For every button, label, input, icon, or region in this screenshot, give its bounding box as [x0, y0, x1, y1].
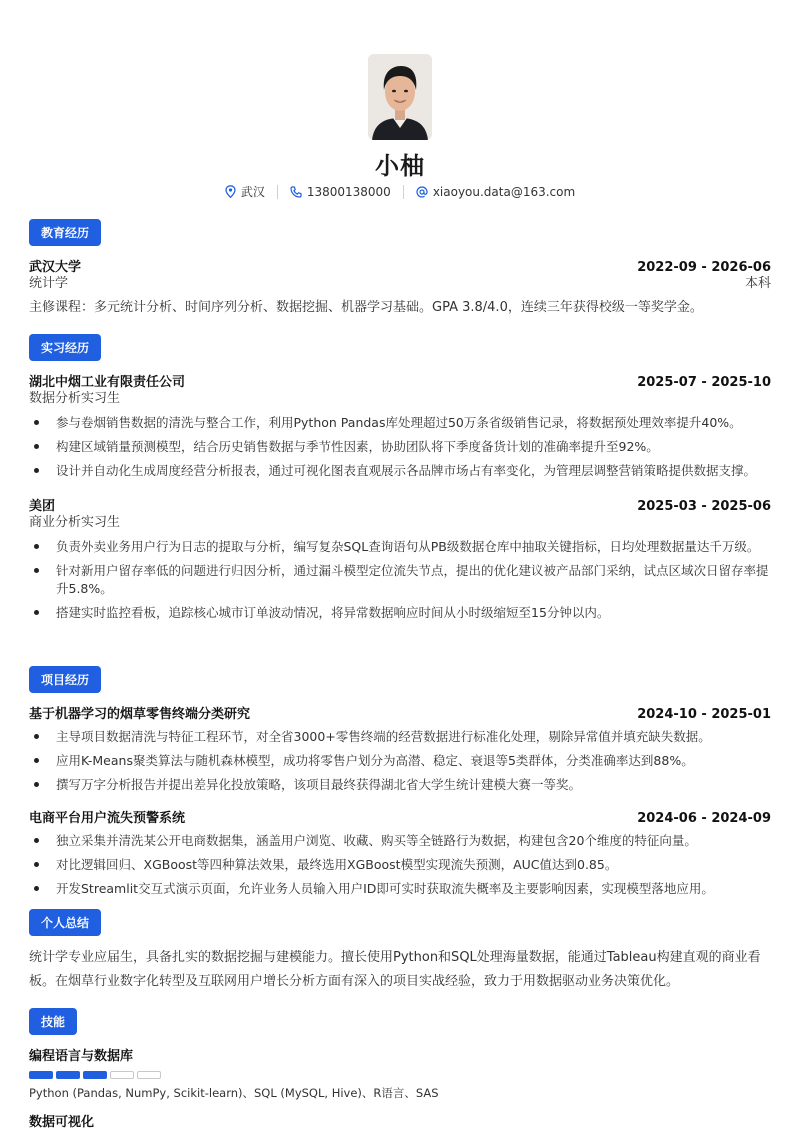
contact-divider — [403, 185, 404, 199]
project-entry — [29, 703, 771, 794]
bullet-list — [29, 538, 771, 622]
internship-entry — [29, 495, 771, 622]
bullet-list — [29, 414, 771, 480]
location-pin-icon — [225, 185, 236, 198]
education-row — [29, 256, 771, 275]
project-section — [29, 666, 771, 898]
bullet-item: 搭建实时监控看板，追踪核心城市订单波动情况，将异常数据响应时间从小时级缩短至15分钟以内。 — [29, 604, 771, 622]
bullet-item: 参与卷烟销售数据的清洗与整合工作，利用Python Pandas库处理超过50万条省级销售记录，将数据预处理效率提升40%。 — [29, 414, 771, 432]
skill-level-bars — [29, 1071, 771, 1079]
entry-date: 2024-06 - 2024-09 — [637, 811, 771, 826]
entry-date: 2025-07 - 2025-10 — [637, 375, 771, 390]
contact-divider — [277, 185, 278, 199]
skill-entry — [29, 1111, 771, 1130]
contact-email — [416, 185, 575, 199]
project-name: 电商平台用户流失预警系统 — [29, 811, 186, 826]
internship-section — [29, 334, 771, 622]
section-heading-education: 教育经历 — [29, 219, 101, 246]
bullet-item: 撰写万字分析报告并提出差异化投放策略，该项目最终获得湖北省大学生统计建模大赛一等奖。 — [29, 776, 771, 794]
phone-text[interactable]: 13800138000 — [306, 184, 391, 199]
summary-section — [29, 909, 771, 994]
skill-name: 数据可视化 — [29, 1115, 95, 1130]
internship-entry — [29, 371, 771, 480]
company-name: 湖北中烟工业有限责任公司 — [29, 375, 186, 390]
contact-location — [225, 183, 265, 200]
job-role: 数据分析实习生 — [29, 391, 121, 406]
email-text[interactable]: xiaoyou.data@163.com — [432, 184, 576, 199]
project-name: 基于机器学习的烟草零售终端分类研究 — [29, 707, 251, 722]
skills-section — [29, 1008, 771, 1130]
email-at-icon — [416, 186, 428, 198]
entry-header — [29, 807, 771, 826]
bullet-item: 独立采集并清洗某公开电商数据集，涵盖用户浏览、收藏、购买等全链路行为数据，构建包含20个维度的特征向量。 — [29, 832, 771, 850]
section-heading-summary: 个人总结 — [29, 909, 101, 936]
bullet-item: 针对新用户留存率低的问题进行归因分析，通过漏斗模型定位流失节点，提出的优化建议被产品部门采纳，试点区域次日留存率提升5.8%。 — [29, 562, 771, 598]
degree: 本科 — [744, 276, 771, 291]
contact-bar — [0, 183, 800, 200]
education-subrow — [29, 275, 771, 293]
section-heading-skills: 技能 — [29, 1008, 77, 1035]
candidate-name: 小柚 — [375, 152, 425, 180]
skill-bar-empty — [110, 1071, 134, 1079]
project-entry — [29, 807, 771, 898]
entry-header — [29, 495, 771, 514]
contact-phone — [290, 185, 391, 199]
summary-text: 统计学专业应届生，具备扎实的数据挖掘与建模能力。擅长使用Python和SQL处理海量数据，能通过Tableau构建直观的商业看板。在烟草行业数字化转型及互联网用户增长分析方面有深入的项目实战经验，致力于用数据驱动业务决策优化。 — [29, 950, 761, 989]
entry-date: 2024-10 - 2025-01 — [637, 707, 771, 722]
bullet-list — [29, 832, 771, 898]
avatar-photo — [368, 54, 432, 140]
section-heading-projects: 项目经历 — [29, 666, 101, 693]
entry-header — [29, 371, 771, 390]
bullet-item: 构建区域销量预测模型，结合历史销售数据与季节性因素，协助团队将下季度备货计划的准确率提升至92%。 — [29, 438, 771, 456]
section-heading-internships: 实习经历 — [29, 334, 101, 361]
bullet-list — [29, 728, 771, 794]
skill-bar-filled — [29, 1071, 53, 1079]
education-description: 主修课程：多元统计分析、时间序列分析、数据挖掘、机器学习基础。GPA 3.8/4.0，连续三年获得校级一等奖学金。 — [29, 300, 703, 315]
school-name: 武汉大学 — [29, 260, 82, 275]
bullet-item: 主导项目数据清洗与特征工程环节，对全省3000+零售终端的经营数据进行标准化处理，剔除异常值并填充缺失数据。 — [29, 728, 771, 746]
bullet-item: 开发Streamlit交互式演示页面，允许业务人员输入用户ID即可实时获取流失概率及主要影响因素，实现模型落地应用。 — [29, 880, 771, 898]
skill-name: 编程语言与数据库 — [29, 1049, 134, 1064]
entry-date: 2025-03 - 2025-06 — [637, 499, 771, 514]
bullet-item: 对比逻辑回归、XGBoost等四种算法效果，最终选用XGBoost模型实现流失预测，AUC值达到0.85。 — [29, 856, 771, 874]
skill-bar-filled — [83, 1071, 107, 1079]
location-text: 武汉 — [240, 185, 265, 199]
skill-description: Python (Pandas, NumPy, Scikit-learn)、SQL (MySQL, Hive)、R语言、SAS — [29, 1086, 439, 1100]
skill-bar-filled — [56, 1071, 80, 1079]
major: 统计学 — [29, 276, 69, 291]
bullet-item: 应用K-Means聚类算法与随机森林模型，成功将零售户划分为高潜、稳定、衰退等5类群体，分类准确率达到88%。 — [29, 752, 771, 770]
education-section — [29, 219, 771, 319]
bullet-item: 负责外卖业务用户行为日志的提取与分析，编写复杂SQL查询语句从PB级数据仓库中抽取关键指标，日均处理数据量达千万级。 — [29, 538, 771, 556]
entry-header — [29, 703, 771, 722]
phone-icon — [290, 186, 302, 198]
education-date: 2022-09 - 2026-06 — [637, 260, 771, 275]
skill-entry — [29, 1045, 771, 1101]
company-name: 美团 — [29, 499, 56, 514]
job-role: 商业分析实习生 — [29, 515, 121, 530]
bullet-item: 设计并自动化生成周度经营分析报表，通过可视化图表直观展示各品牌市场占有率变化，为管理层调整营销策略提供数据支撑。 — [29, 462, 771, 480]
skill-bar-empty — [137, 1071, 161, 1079]
